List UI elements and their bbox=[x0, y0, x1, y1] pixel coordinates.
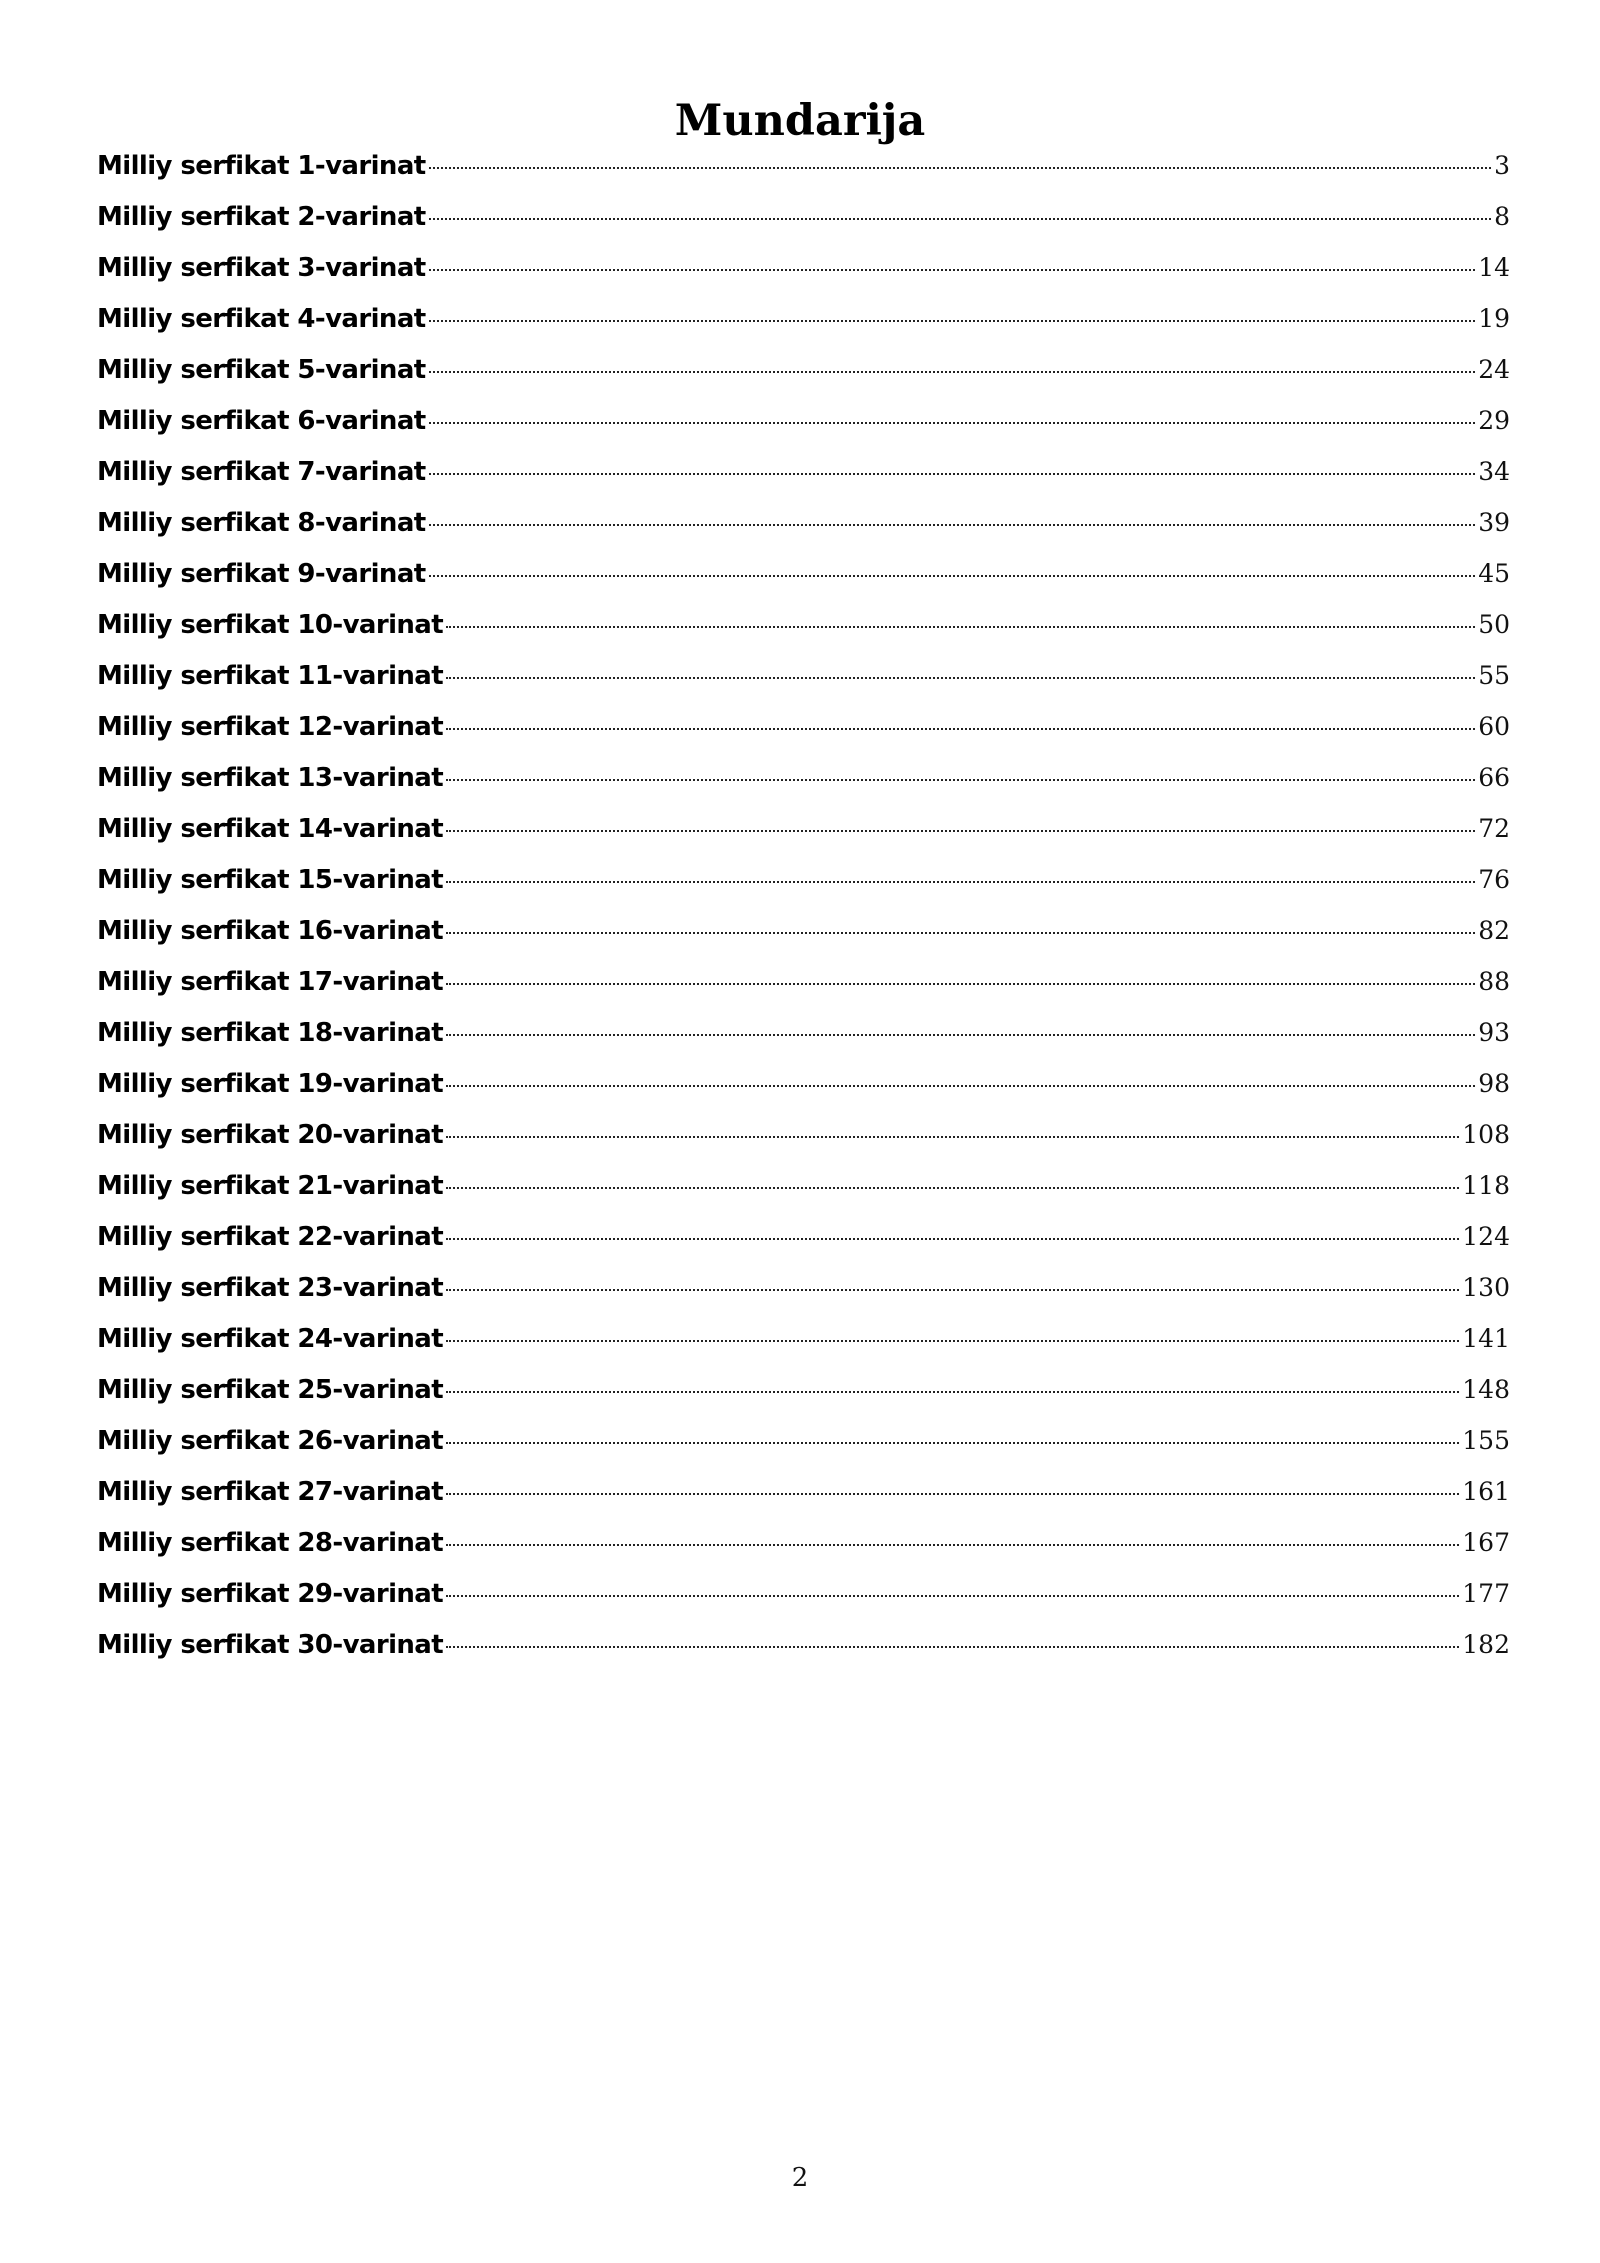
toc-entry[interactable] bbox=[97, 964, 1510, 1015]
toc-entry-label[interactable]: Milliy serfikat 30-varinat bbox=[97, 1630, 444, 1660]
toc-entry-label[interactable]: Milliy serfikat 8-varinat bbox=[97, 508, 426, 538]
toc-entry-label[interactable]: Milliy serfikat 6-varinat bbox=[97, 406, 426, 436]
toc-entry-label[interactable]: Milliy serfikat 5-varinat bbox=[97, 355, 426, 385]
toc-entry-page: 124 bbox=[1462, 1222, 1510, 1251]
toc-entry-label[interactable]: Milliy serfikat 3-varinat bbox=[97, 253, 426, 283]
dot-leader bbox=[429, 167, 1492, 169]
toc-entry-page: 82 bbox=[1478, 916, 1510, 945]
toc-entry[interactable] bbox=[97, 760, 1510, 811]
dot-leader bbox=[446, 1391, 1459, 1393]
toc-entry-label[interactable]: Milliy serfikat 17-varinat bbox=[97, 967, 444, 997]
toc-entry[interactable] bbox=[97, 1627, 1510, 1678]
dot-leader bbox=[429, 320, 1476, 322]
toc-entry-label[interactable]: Milliy serfikat 1-varinat bbox=[97, 151, 426, 181]
dot-leader bbox=[446, 1238, 1459, 1240]
dot-leader bbox=[446, 1289, 1459, 1291]
toc-entry-label[interactable]: Milliy serfikat 14-varinat bbox=[97, 814, 444, 844]
toc-entry-page: 29 bbox=[1478, 406, 1510, 435]
toc-entry-label[interactable]: Milliy serfikat 20-varinat bbox=[97, 1120, 444, 1150]
table-of-contents bbox=[97, 148, 1510, 1678]
toc-entry[interactable] bbox=[97, 811, 1510, 862]
dot-leader bbox=[429, 575, 1476, 577]
toc-entry-page: 50 bbox=[1478, 610, 1510, 639]
dot-leader bbox=[429, 524, 1476, 526]
toc-entry[interactable] bbox=[97, 301, 1510, 352]
toc-entry-label[interactable]: Milliy serfikat 27-varinat bbox=[97, 1477, 444, 1507]
toc-entry-page: 3 bbox=[1494, 151, 1510, 180]
toc-entry-page: 88 bbox=[1478, 967, 1510, 996]
toc-entry-page: 93 bbox=[1478, 1018, 1510, 1047]
dot-leader bbox=[446, 1085, 1475, 1087]
dot-leader bbox=[446, 1442, 1459, 1444]
dot-leader bbox=[446, 830, 1475, 832]
toc-entry-label[interactable]: Milliy serfikat 22-varinat bbox=[97, 1222, 444, 1252]
dot-leader bbox=[446, 983, 1475, 985]
toc-entry-page: 24 bbox=[1478, 355, 1510, 384]
page-title: Mundarija bbox=[674, 96, 926, 146]
toc-entry-label[interactable]: Milliy serfikat 23-varinat bbox=[97, 1273, 444, 1303]
toc-entry-label[interactable]: Milliy serfikat 19-varinat bbox=[97, 1069, 444, 1099]
toc-entry-page: 141 bbox=[1462, 1324, 1510, 1353]
toc-entry-label[interactable]: Milliy serfikat 12-varinat bbox=[97, 712, 444, 742]
toc-entry[interactable] bbox=[97, 199, 1510, 250]
dot-leader bbox=[429, 218, 1492, 220]
toc-entry-page: 34 bbox=[1478, 457, 1510, 486]
toc-entry[interactable] bbox=[97, 505, 1510, 556]
toc-entry-page: 14 bbox=[1478, 253, 1510, 282]
dot-leader bbox=[446, 1136, 1459, 1138]
toc-entry[interactable] bbox=[97, 862, 1510, 913]
dot-leader bbox=[446, 881, 1475, 883]
toc-entry[interactable] bbox=[97, 1015, 1510, 1066]
toc-entry[interactable] bbox=[97, 1321, 1510, 1372]
toc-entry-label[interactable]: Milliy serfikat 26-varinat bbox=[97, 1426, 444, 1456]
toc-entry-page: 39 bbox=[1478, 508, 1510, 537]
toc-entry[interactable] bbox=[97, 1270, 1510, 1321]
toc-entry[interactable] bbox=[97, 913, 1510, 964]
toc-entry-label[interactable]: Milliy serfikat 10-varinat bbox=[97, 610, 444, 640]
toc-entry[interactable] bbox=[97, 607, 1510, 658]
toc-entry[interactable] bbox=[97, 1474, 1510, 1525]
dot-leader bbox=[446, 728, 1475, 730]
toc-entry[interactable] bbox=[97, 1372, 1510, 1423]
toc-entry[interactable] bbox=[97, 658, 1510, 709]
toc-entry-label[interactable]: Milliy serfikat 29-varinat bbox=[97, 1579, 444, 1609]
toc-entry[interactable] bbox=[97, 403, 1510, 454]
toc-entry-label[interactable]: Milliy serfikat 7-varinat bbox=[97, 457, 426, 487]
toc-entry[interactable] bbox=[97, 250, 1510, 301]
toc-entry-label[interactable]: Milliy serfikat 2-varinat bbox=[97, 202, 426, 232]
dot-leader bbox=[446, 1034, 1475, 1036]
dot-leader bbox=[446, 626, 1475, 628]
toc-entry-page: 66 bbox=[1478, 763, 1510, 792]
dot-leader bbox=[446, 1646, 1459, 1648]
toc-entry-page: 161 bbox=[1462, 1477, 1510, 1506]
toc-entry-page: 98 bbox=[1478, 1069, 1510, 1098]
toc-entry-page: 8 bbox=[1494, 202, 1510, 231]
toc-entry-label[interactable]: Milliy serfikat 25-varinat bbox=[97, 1375, 444, 1405]
dot-leader bbox=[446, 1493, 1459, 1495]
toc-entry-label[interactable]: Milliy serfikat 11-varinat bbox=[97, 661, 444, 691]
toc-entry-label[interactable]: Milliy serfikat 21-varinat bbox=[97, 1171, 444, 1201]
toc-entry[interactable] bbox=[97, 454, 1510, 505]
toc-entry-page: 108 bbox=[1462, 1120, 1510, 1149]
dot-leader bbox=[446, 1544, 1459, 1546]
dot-leader bbox=[429, 422, 1476, 424]
toc-entry-label[interactable]: Milliy serfikat 13-varinat bbox=[97, 763, 444, 793]
toc-entry-page: 72 bbox=[1478, 814, 1510, 843]
toc-entry[interactable] bbox=[97, 148, 1510, 199]
toc-entry-page: 177 bbox=[1462, 1579, 1510, 1608]
toc-entry-page: 55 bbox=[1478, 661, 1510, 690]
toc-entry-label[interactable]: Milliy serfikat 28-varinat bbox=[97, 1528, 444, 1558]
toc-entry[interactable] bbox=[97, 1525, 1510, 1576]
toc-entry[interactable] bbox=[97, 1066, 1510, 1117]
page-number: 2 bbox=[791, 2163, 809, 2193]
toc-entry[interactable] bbox=[97, 1219, 1510, 1270]
toc-entry-page: 182 bbox=[1462, 1630, 1510, 1659]
dot-leader bbox=[446, 1595, 1459, 1597]
toc-entry-label[interactable]: Milliy serfikat 18-varinat bbox=[97, 1018, 444, 1048]
dot-leader bbox=[429, 371, 1476, 373]
toc-entry[interactable] bbox=[97, 1168, 1510, 1219]
toc-entry-label[interactable]: Milliy serfikat 15-varinat bbox=[97, 865, 444, 895]
toc-entry[interactable] bbox=[97, 709, 1510, 760]
toc-entry-page: 118 bbox=[1462, 1171, 1510, 1200]
toc-entry-page: 19 bbox=[1478, 304, 1510, 333]
toc-entry-page: 167 bbox=[1462, 1528, 1510, 1557]
toc-entry-label[interactable]: Milliy serfikat 24-varinat bbox=[97, 1324, 444, 1354]
toc-entry-label[interactable]: Milliy serfikat 4-varinat bbox=[97, 304, 426, 334]
toc-entry[interactable] bbox=[97, 556, 1510, 607]
toc-entry[interactable] bbox=[97, 1423, 1510, 1474]
dot-leader bbox=[446, 1187, 1459, 1189]
dot-leader bbox=[446, 932, 1475, 934]
toc-entry-label[interactable]: Milliy serfikat 9-varinat bbox=[97, 559, 426, 589]
toc-entry[interactable] bbox=[97, 1117, 1510, 1168]
dot-leader bbox=[446, 677, 1475, 679]
toc-entry-page: 76 bbox=[1478, 865, 1510, 894]
dot-leader bbox=[446, 779, 1475, 781]
toc-entry[interactable] bbox=[97, 1576, 1510, 1627]
dot-leader bbox=[429, 473, 1476, 475]
toc-entry-page: 130 bbox=[1462, 1273, 1510, 1302]
toc-entry-page: 155 bbox=[1462, 1426, 1510, 1455]
toc-entry-label[interactable]: Milliy serfikat 16-varinat bbox=[97, 916, 444, 946]
toc-entry[interactable] bbox=[97, 352, 1510, 403]
toc-entry-page: 148 bbox=[1462, 1375, 1510, 1404]
toc-entry-page: 45 bbox=[1478, 559, 1510, 588]
dot-leader bbox=[446, 1340, 1459, 1342]
dot-leader bbox=[429, 269, 1476, 271]
toc-entry-page: 60 bbox=[1478, 712, 1510, 741]
